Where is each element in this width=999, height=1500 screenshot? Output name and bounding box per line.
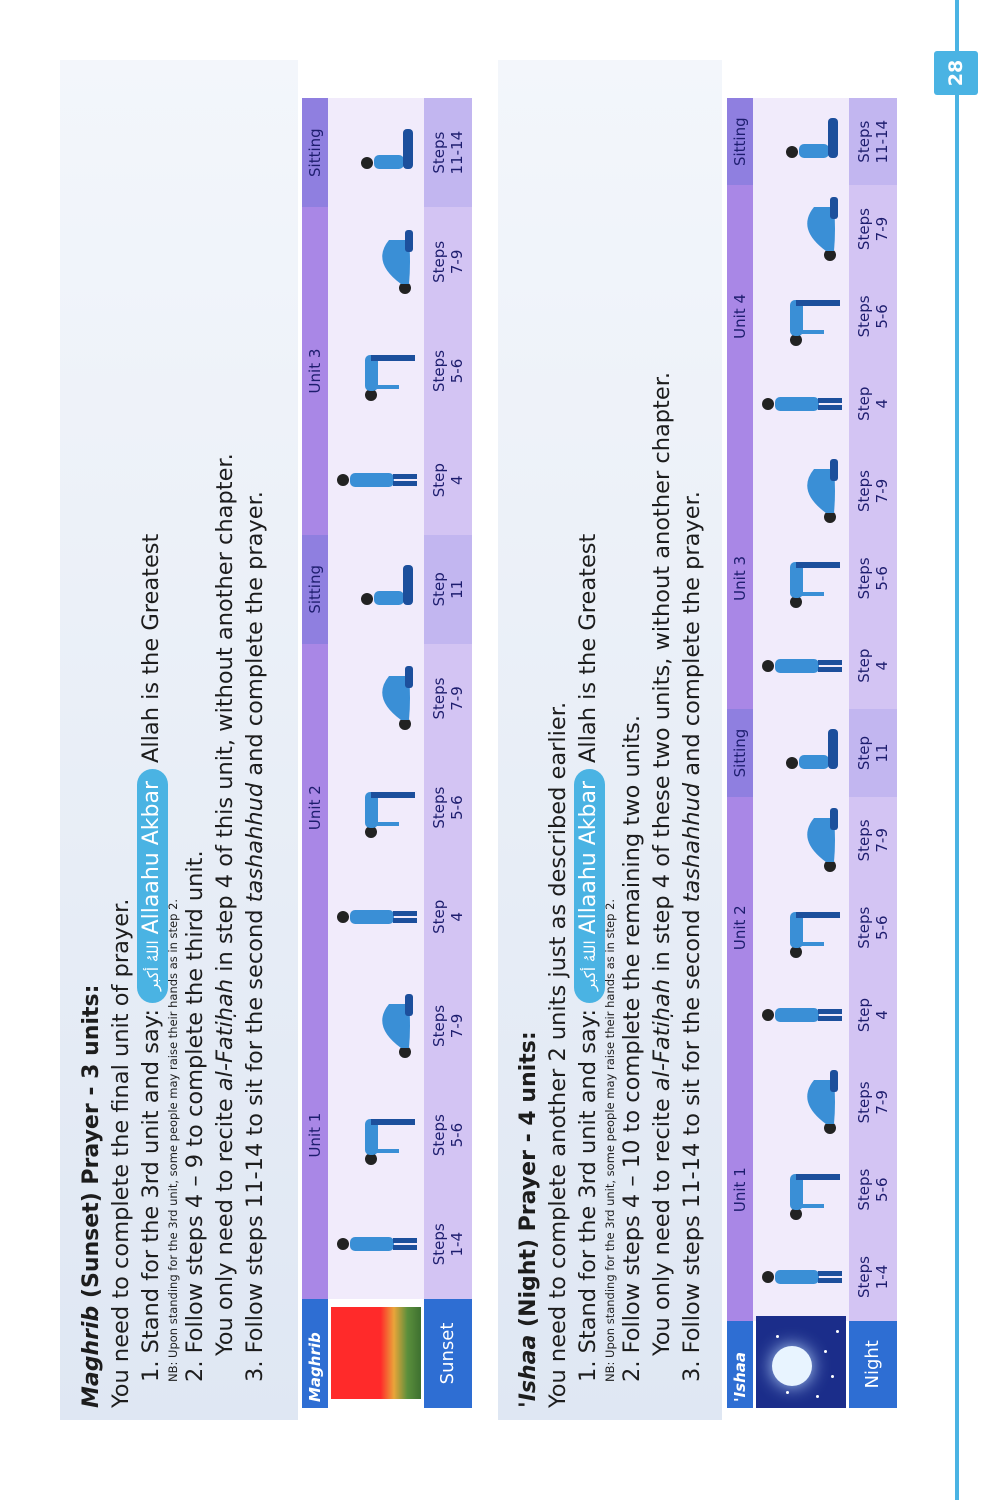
standing-icon [753,360,849,447]
maghrib-title [78,78,106,1408]
standing-icon [328,1190,424,1299]
table-step-cell: Steps 11-14 [424,98,472,207]
maghrib-title-italic: Maghrib [79,1305,104,1408]
step2b-post: in step 4 of this unit, without another chapter. [212,453,238,979]
step3-italic: tashahhud [242,782,268,903]
table-step-cell: Steps 7-9 [849,1059,897,1146]
pill-meaning: Allah is the Greatest [138,533,164,763]
ishaa-section [515,78,707,1408]
maghrib-nb: NB: Upon standing for the 3rd unit, some people may raise their hands as in step 2. [166,898,180,1382]
table-header-unit-2: Unit 2 [727,797,753,1059]
table-header-unit-1: Unit 1 [302,971,328,1298]
ishaa-title-italic: 'Ishaa [516,1334,541,1408]
table-time-label: Night [849,1321,897,1408]
maghrib-steps-table [302,98,472,1408]
table-header-unit-3: Unit 3 [302,207,328,534]
maghrib-step3 [240,78,270,1408]
table-header-sitting: Sitting [302,98,328,207]
maghrib-intro: You need to complete the final unit of prayer. [108,898,134,1408]
table-header-sitting: Sitting [302,535,328,644]
bowing-icon [328,1081,424,1190]
step2b-italic: al-Fatiḥah [649,978,675,1092]
maghrib-step2: 2. Follow steps 4 – 9 to complete the third unit. [182,850,208,1382]
table-step-cell: Steps 5-6 [424,316,472,425]
prostrating-icon [753,185,849,272]
table-step-cell: Steps 5-6 [849,535,897,622]
standing-icon [328,426,424,535]
table-step-cell: Steps 11-14 [849,98,897,185]
maghrib-step2b [210,78,240,1408]
prostrating-icon [753,1059,849,1146]
table-step-cell: Steps 5-6 [424,1081,472,1190]
table-step-cell: Step 11 [849,709,897,796]
table-prayer-label: 'Ishaa [727,1321,753,1408]
ishaa-step1 [573,78,605,1408]
ishaa-intro: You need to complete another 2 units just as described earlier. [545,701,571,1408]
standing-icon [753,971,849,1058]
page-edge-bar [955,0,959,1500]
ishaa-steps-table [727,98,897,1408]
table-header-sitting: Sitting [727,709,753,796]
night-sky-image [753,1321,849,1408]
pill-label: Allaahu Akbar [576,780,601,935]
takbir-pill [574,769,605,1003]
bowing-icon [328,316,424,425]
table-step-cell: Step 11 [424,535,472,644]
table-prayer-label: Maghrib [302,1299,328,1408]
table-header-unit-1: Unit 1 [727,1059,753,1321]
bowing-icon [328,753,424,862]
ishaa-title-rest: (Night) Prayer - 4 units: [516,1031,541,1335]
maghrib-title-rest: (Sunset) Prayer - 3 units: [79,984,104,1306]
sitting-icon [753,98,849,185]
step3-pre: 3. Follow steps 11-14 to sit for the second [679,902,705,1382]
table-step-cell: Step 4 [424,426,472,535]
ishaa-step2b [647,78,677,1408]
step3-post: and complete the prayer. [679,491,705,783]
takbir-pill [137,769,168,1003]
step3-pre: 3. Follow steps 11-14 to sit for the second [242,902,268,1382]
page-number: 28 [934,51,978,95]
ishaa-step3 [677,78,707,1408]
step2b-pre: You only need to recite [649,1091,675,1356]
ishaa-step2: 2. Follow steps 4 – 10 to complete the remaining two units. [619,715,645,1382]
table-step-cell: Steps 7-9 [849,185,897,272]
ishaa-title [515,78,543,1408]
pill-label: Allaahu Akbar [139,780,164,935]
standing-icon [753,622,849,709]
table-step-cell: Step 4 [424,862,472,971]
table-step-cell: Step 4 [849,622,897,709]
maghrib-section [78,78,270,1408]
prostrating-icon [753,797,849,884]
bowing-icon [753,884,849,971]
bowing-icon [753,535,849,622]
sitting-icon [328,98,424,207]
prostrating-icon [328,971,424,1080]
table-step-cell: Steps 7-9 [849,447,897,534]
table-step-cell: Steps 5-6 [849,884,897,971]
table-step-cell: Steps 7-9 [424,207,472,316]
prostrating-icon [328,207,424,316]
standing-icon [753,1233,849,1320]
table-step-cell: Steps 5-6 [849,273,897,360]
sitting-icon [328,535,424,644]
maghrib-step1 [136,78,168,1408]
table-header-unit-3: Unit 3 [727,447,753,709]
arabic-takbir: اللهُ أكبر [144,940,162,992]
table-step-cell: Step 4 [849,971,897,1058]
step2b-post: in step 4 of these two units, without another chapter. [649,371,675,979]
prostrating-icon [328,644,424,753]
arabic-takbir: اللهُ أكبر [581,940,599,992]
table-step-cell: Steps 1-4 [849,1233,897,1320]
table-step-cell: Steps 5-6 [424,753,472,862]
table-header-unit-2: Unit 2 [302,644,328,971]
sunset-image [328,1299,424,1408]
sitting-icon [753,709,849,796]
table-step-cell: Steps 5-6 [849,1146,897,1233]
bowing-icon [753,273,849,360]
table-step-cell: Steps 7-9 [424,644,472,753]
table-header-sitting: Sitting [727,98,753,185]
step2b-italic: al-Fatiḥah [212,978,238,1092]
table-step-cell: Steps 7-9 [849,797,897,884]
pill-meaning: Allah is the Greatest [575,533,601,763]
standing-icon [328,862,424,971]
prostrating-icon [753,447,849,534]
step2b-pre: You only need to recite [212,1091,238,1356]
bowing-icon [753,1146,849,1233]
step3-italic: tashahhud [679,782,705,903]
table-step-cell: Step 4 [849,360,897,447]
table-time-label: Sunset [424,1299,472,1408]
ishaa-step1-text: 1. Stand for the 3rd unit and say: [575,1009,601,1382]
table-header-unit-4: Unit 4 [727,185,753,447]
step3-post: and complete the prayer. [242,491,268,783]
table-step-cell: Steps 1-4 [424,1190,472,1299]
maghrib-step1-text: 1. Stand for the 3rd unit and say: [138,1009,164,1382]
table-step-cell: Steps 7-9 [424,971,472,1080]
ishaa-nb: NB: Upon standing for the 3rd unit, some people may raise their hands as in step 2. [603,898,617,1382]
